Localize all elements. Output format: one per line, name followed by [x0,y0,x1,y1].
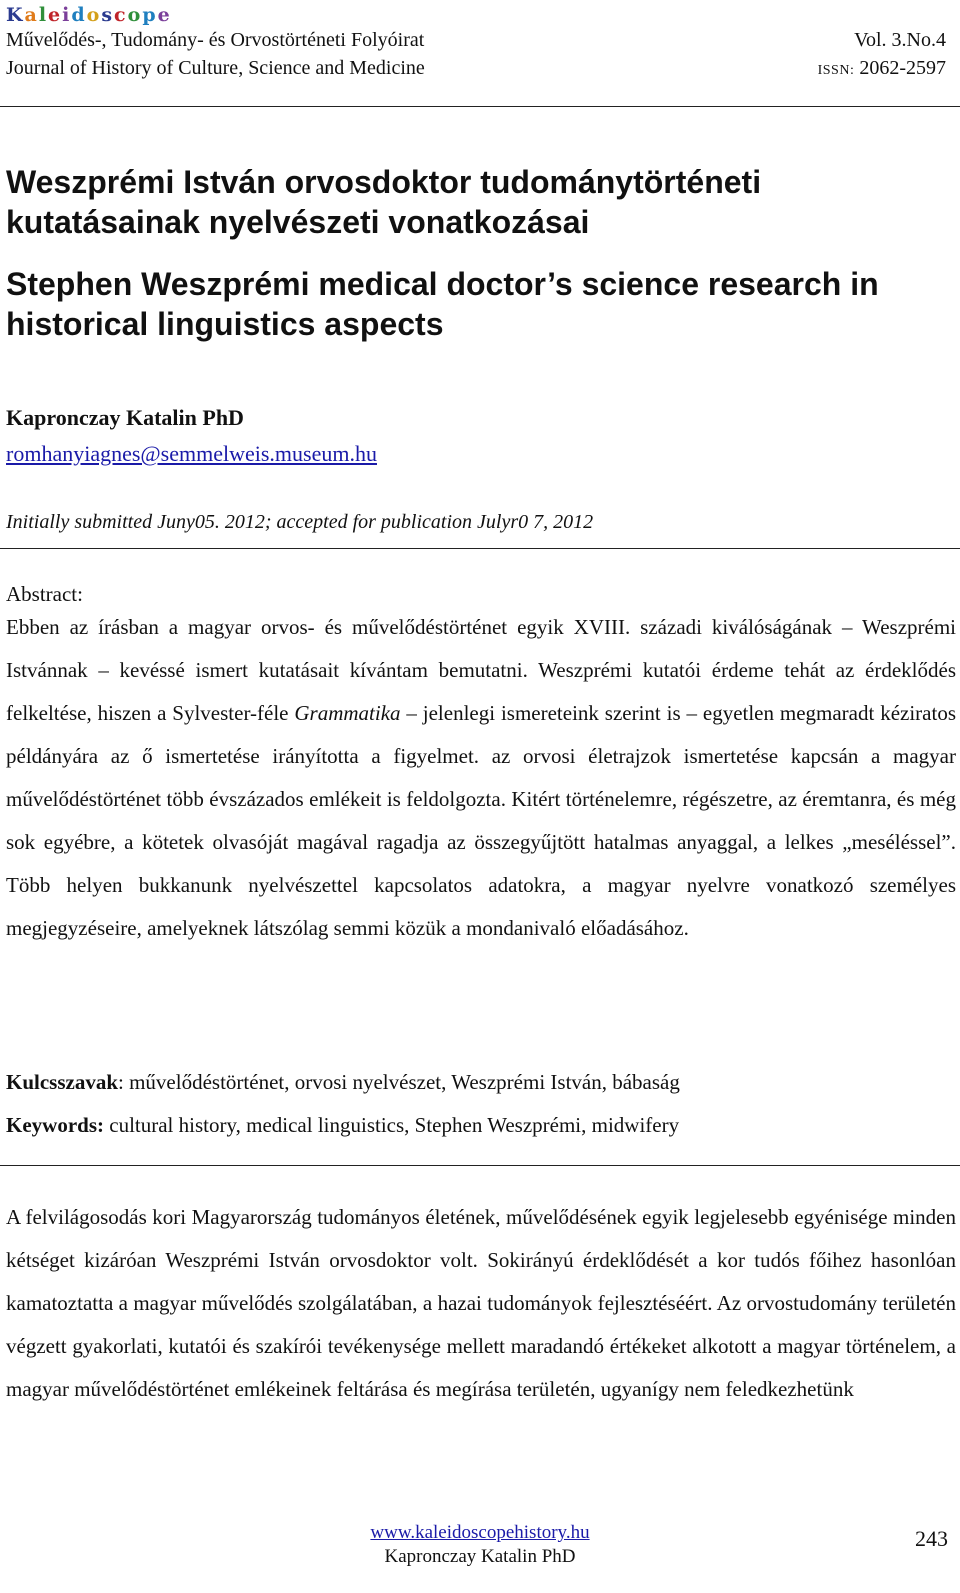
issn [818,54,946,85]
issn-label: ISSN: [817,63,855,78]
header-row-1 [6,26,946,54]
submission-dates: Initially submitted Juny05. 2012; accepted for publication Julyr0 7, 2012 [6,511,594,533]
logo-letter: d [71,4,87,26]
page-number: 243 [915,1526,948,1551]
abstract-italic-term: Grammatika [294,701,401,725]
logo-letter: K [6,4,25,26]
journal-logo [6,4,946,26]
abstract-bottom-divider [0,1165,960,1166]
keywords-hu-text: : művelődéstörténet, orvosi nyelvészet, Weszprémi István, bábaság [118,1070,680,1094]
keywords-hu [6,1068,680,1096]
footer-author: Kapronczay Katalin PhD [384,1546,576,1567]
logo-letter: e [48,4,63,26]
header-divider [0,106,960,107]
logo-letter: e [157,4,172,26]
author-email-link[interactable]: romhanyiagnes@semmelweis.museum.hu [6,441,377,466]
abstract-text-part1: Ebben az írásban a magyar orvos- és művelődéstörténet egyik XVIII. századi kiválóságának – Weszprémi Istvánnak – kevéssé ismert kutatásait kívántam bemutatni. Weszprémi kutatói érdeme tehát az érdeklődés felkeltése, hiszen a Sylvester-féle [6,615,956,725]
logo-letter: o [127,4,143,26]
abstract-label: Abstract: [6,582,83,606]
keywords-en-label: Keywords: [6,1113,104,1137]
footer-website-link[interactable]: www.kaleidoscopehistory.hu [370,1522,590,1543]
keywords-en [6,1111,679,1139]
logo-letter: o [86,4,102,26]
keywords-hu-label: Kulcsszavak [6,1070,119,1094]
journal-title-hu: Művelődés-, Tudomány- és Orvostörténeti Folyóirat [6,29,425,51]
keywords-en-text: cultural history, medical linguistics, Stephen Weszprémi, midwifery [104,1113,680,1137]
logo-letter: a [24,4,39,26]
logo-letter: c [114,4,128,26]
logo-letter: p [142,4,158,26]
author-name: Kapronczay Katalin PhD [6,405,244,430]
logo-letter: i [62,4,72,26]
body-paragraph: A felvilágosodás kori Magyarország tudományos életének, művelődésének egyik legjelesebb egyénisége minden kétséget kizáróan Weszprémi István orvosdoktor volt. Sokirányú érdeklődését a kor tudós főihez hasonlóan kamatoztatta a magyar művelődés szolgálatában, a hazai tudományok fejlesztéséért. Az orvostudomány területén végzett gyakorlati, kutatói és szakírói tevékenysége mellett maradandó értékeket alkotott a magyar történelem, a magyar művelődéstörténet emlékeinek feltárása és megírása területén, ugyanígy nem feledkezhetünk [6,1205,956,1401]
volume-number: Vol. 3.No.4 [854,29,946,51]
abstract-text [6,606,956,950]
issn-value: 2062-2597 [859,57,946,79]
journal-header [6,4,946,85]
header-row-2 [6,54,946,85]
abstract-top-divider [0,548,960,549]
article-title-hu: Weszprémi István orvosdoktor tudománytörténeti kutatásainak nyelvészeti vonatkozásai [6,164,762,240]
logo-letter: l [38,4,49,26]
article-title-en: Stephen Weszprémi medical doctor’s science research in historical linguistics aspects [6,266,879,342]
logo-letter: s [101,4,115,26]
abstract-text-part2: – jelenlegi ismereteink szerint is – egyetlen megmaradt kéziratos példányára az ő ismertetése irányította a figyelmet. az orvosi életrajzok ismertetése kapcsán a magyar művelődéstörténet több évszázados emlékeit is feldolgozta. Kitért történelemre, régészetre, az éremtanra, és még sok egyébre, a kötetek olvasóját magával ragadja az összegyűjtött hatalmas anyaggal, a lelkes „meséléssel”. Több helyen bukkanunk nyelvészettel kapcsolatos adatokra, a magyar nyelvre vonatkozó személyes megjegyzéseire, amelyeknek látszólag semmi közük a mondanivaló előadásához. [6,701,956,940]
journal-title-en: Journal of History of Culture, Science and Medicine [6,57,425,79]
